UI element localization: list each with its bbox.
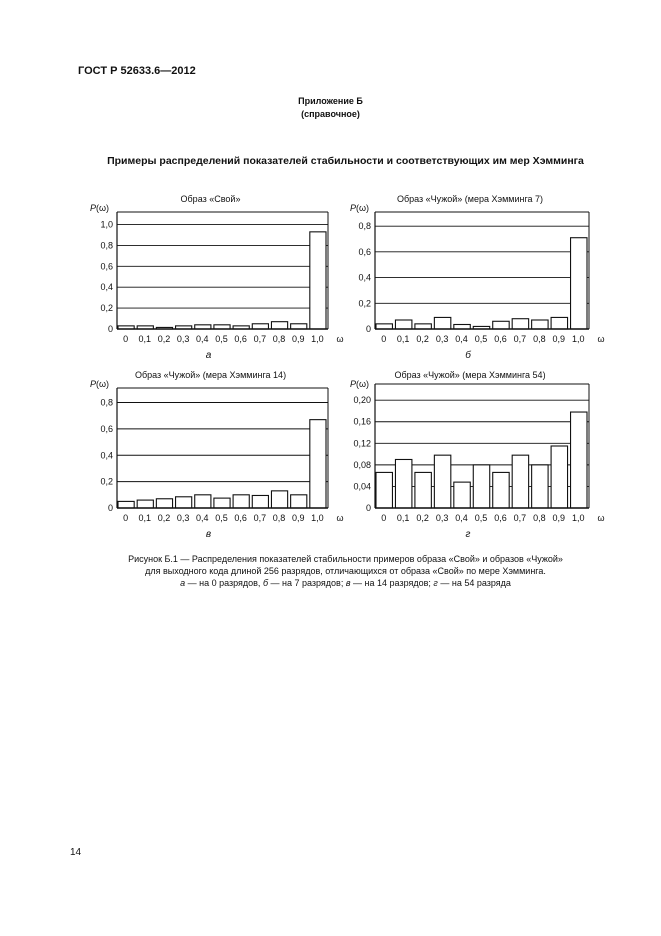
x-tick-label: 0,3	[435, 334, 449, 344]
y-tick-label: 0	[365, 324, 371, 334]
y-tick-label: 0,6	[100, 261, 113, 272]
bar-0	[376, 472, 392, 508]
bar-0-7	[512, 319, 528, 329]
bar-0-4	[195, 495, 211, 508]
figure-caption-line-3	[0, 578, 661, 588]
x-tick-label: 0,7	[513, 334, 527, 344]
y-axis-label-var: P	[350, 203, 357, 213]
x-tick-label: 0,4	[196, 513, 209, 523]
x-tick-label: 0,4	[455, 513, 468, 523]
x-tick-label: 0,9	[552, 513, 566, 523]
bar-0-6	[493, 321, 509, 329]
y-tick-label: 0,16	[353, 416, 371, 427]
y-axis-label-arg: (ω)	[356, 379, 370, 389]
x-axis-label: ω	[597, 513, 605, 523]
panel-letter: б	[465, 350, 471, 361]
x-tick-label: 0,4	[196, 334, 209, 344]
x-tick-label: 0,6	[494, 513, 507, 523]
y-axis-label-var: P	[90, 203, 97, 213]
y-tick-label: 0,2	[100, 303, 113, 314]
caption-panel-letter: в	[345, 578, 351, 588]
caption-text-part: — на 0 разрядов,	[185, 578, 263, 588]
section-heading: Примеры распределений показателей стабильности и соответствующих им мер Хэмминга	[107, 155, 584, 167]
y-tick-label: 0,12	[353, 438, 371, 449]
y-tick-label: 0,08	[353, 459, 371, 470]
bar-0-6	[493, 472, 509, 508]
y-tick-label: 0,4	[100, 282, 113, 293]
x-tick-label: 1,0	[311, 334, 324, 344]
bar-0-3	[176, 497, 192, 508]
x-tick-label: 0,9	[552, 334, 566, 344]
y-tick-label: 0,2	[100, 476, 113, 487]
x-tick-label: 0,3	[435, 513, 449, 523]
caption-text-part: — на 54 разряда	[437, 578, 511, 588]
x-tick-label: 0,7	[253, 334, 267, 344]
bar-0-1	[395, 459, 411, 508]
panel-letter: в	[205, 529, 212, 540]
x-tick-label: 0,1	[138, 334, 152, 344]
y-tick-label: 0,2	[358, 298, 371, 309]
x-tick-label: 0	[381, 334, 387, 344]
bar-0-5	[214, 498, 230, 508]
bar-0-1	[137, 500, 153, 508]
x-tick-label: 0	[381, 513, 387, 523]
x-axis-label: ω	[336, 334, 344, 344]
bar-0-5	[473, 465, 489, 508]
chart-a	[90, 190, 353, 373]
x-tick-label: 1,0	[311, 513, 324, 523]
bar-0-9	[551, 446, 567, 508]
x-tick-label: 0,5	[474, 334, 488, 344]
y-tick-label: 0,8	[358, 221, 371, 232]
annex-title: Приложение Б	[298, 96, 363, 106]
x-tick-label: 0,2	[416, 334, 429, 344]
x-tick-label: 0,6	[234, 513, 247, 523]
x-tick-label: 0,5	[215, 513, 228, 523]
x-tick-label: 0,3	[176, 334, 190, 344]
x-tick-label: 0,5	[474, 513, 488, 523]
y-axis-label	[350, 379, 369, 389]
caption-panel-letter: б	[262, 578, 268, 588]
x-tick-label: 0,1	[396, 513, 410, 523]
bar-0-8	[271, 491, 287, 508]
y-tick-label: 0,6	[358, 246, 371, 257]
y-axis-label-arg: (ω)	[96, 203, 110, 213]
bar-0-9	[551, 317, 567, 329]
bar-0-8	[271, 322, 287, 329]
y-axis-label-arg: (ω)	[356, 203, 370, 213]
bar-0	[118, 501, 134, 508]
x-tick-label: 0,2	[416, 513, 429, 523]
page-number: 14	[70, 847, 82, 858]
x-tick-label: 0,9	[291, 513, 305, 523]
bar-0-9	[291, 495, 307, 508]
chart-title: Образ «Чужой» (мера Хэмминга 54)	[394, 370, 546, 380]
chart-b	[350, 190, 614, 373]
panel-letter: а	[205, 350, 212, 361]
y-axis-label-arg: (ω)	[96, 379, 110, 389]
figure-caption-line-2: для выходного кода длиной 256 разрядов, отличающихся от образа «Свой» по мере Хэмминга.	[145, 566, 546, 576]
x-axis-label: ω	[597, 334, 605, 344]
y-tick-label: 0	[107, 324, 113, 334]
x-tick-label: 0,1	[138, 513, 152, 523]
y-tick-label: 0,8	[100, 397, 113, 408]
y-tick-label: 0,4	[358, 272, 371, 283]
x-tick-label: 0,6	[494, 334, 507, 344]
bar-0-3	[434, 317, 450, 329]
y-axis-label	[90, 203, 109, 213]
panel-letter: г	[465, 529, 471, 540]
standard-header: ГОСТ Р 52633.6—2012	[78, 65, 196, 77]
x-tick-label: 0,3	[176, 513, 190, 523]
caption-panel-letter: а	[180, 578, 186, 588]
y-tick-label: 0	[107, 503, 113, 513]
x-tick-label: 0,8	[272, 334, 286, 344]
chart-title: Образ «Чужой» (мера Хэмминга 7)	[396, 194, 544, 204]
x-tick-label: 0	[123, 513, 129, 523]
x-tick-label: 1,0	[572, 513, 585, 523]
chart-title: Образ «Чужой» (мера Хэмминга 14)	[134, 370, 287, 380]
chart-title: Образ «Свой»	[180, 194, 241, 204]
x-tick-label: 0,8	[533, 513, 546, 523]
bar-0-2	[415, 472, 431, 508]
annex-subtitle: (справочное)	[301, 109, 360, 119]
x-tick-label: 0,5	[215, 334, 228, 344]
y-tick-label: 0,04	[353, 481, 371, 492]
x-tick-label: 0,6	[234, 334, 247, 344]
chart-v	[90, 366, 353, 552]
bar-0-4	[454, 482, 470, 508]
x-axis-label: ω	[336, 513, 344, 523]
bar-0-7	[252, 495, 268, 508]
y-axis-label	[350, 203, 369, 213]
x-tick-label: 1,0	[572, 334, 585, 344]
bar-0-8	[532, 320, 548, 329]
bar-1-0	[571, 412, 587, 508]
x-tick-label: 0,2	[157, 513, 171, 523]
x-tick-label: 0,8	[533, 334, 546, 344]
caption-text-part: — на 7 разрядов;	[268, 578, 346, 588]
y-tick-label: 1,0	[100, 219, 113, 230]
bar-1-0	[310, 420, 326, 508]
bar-0-2	[156, 499, 172, 508]
caption-text-part: — на 14 разрядов;	[350, 578, 434, 588]
y-axis-label	[90, 379, 109, 389]
x-tick-label: 0,7	[253, 513, 267, 523]
chart-g	[350, 366, 614, 552]
y-tick-label: 0,6	[100, 423, 113, 434]
y-tick-label: 0,8	[100, 240, 113, 251]
y-axis-label-var: P	[90, 379, 97, 389]
x-tick-label: 0,2	[157, 334, 171, 344]
y-tick-label: 0,4	[100, 450, 113, 461]
bar-0-6	[233, 495, 249, 508]
x-tick-label: 0,9	[291, 334, 305, 344]
figure-caption-line-1: Рисунок Б.1 — Распределения показателей стабильности примеров образа «Свой» и образов «Чужой»	[128, 554, 563, 564]
y-axis-label-var: P	[350, 379, 357, 389]
x-tick-label: 0	[123, 334, 129, 344]
x-tick-label: 0,7	[513, 513, 527, 523]
y-tick-label: 0	[365, 503, 371, 513]
y-tick-label: 0,20	[353, 395, 371, 406]
x-tick-label: 0,1	[396, 334, 410, 344]
bar-0-1	[395, 320, 411, 329]
bar-1-0	[571, 238, 587, 329]
x-tick-label: 0,4	[455, 334, 468, 344]
bar-0-8	[532, 465, 548, 508]
bar-0-3	[434, 455, 450, 508]
caption-panel-letter: г	[433, 578, 438, 588]
x-tick-label: 0,8	[272, 513, 286, 523]
bar-0-7	[512, 455, 528, 508]
bar-1-0	[310, 232, 326, 329]
